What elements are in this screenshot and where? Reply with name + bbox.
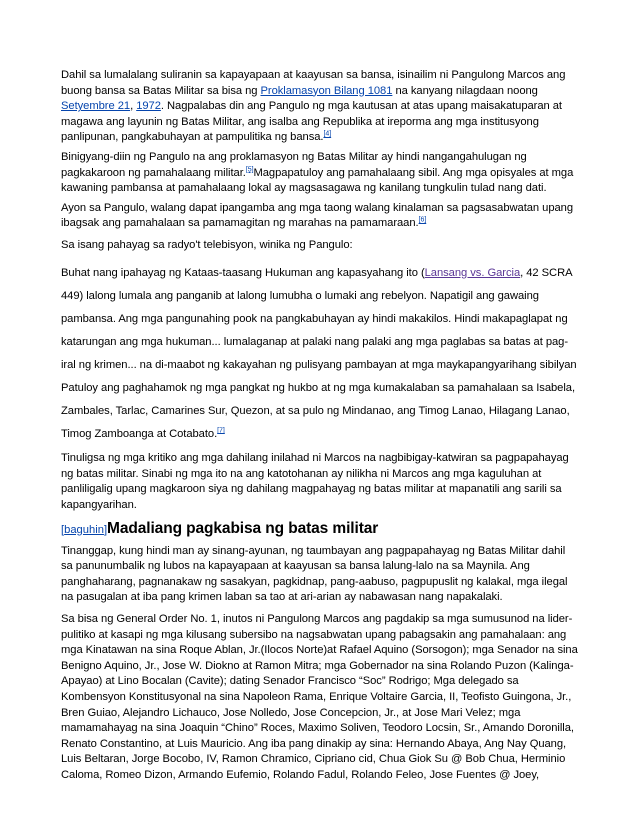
paragraph-text: na kanyang nilagdaan noong bbox=[392, 84, 538, 97]
reference-7[interactable] bbox=[217, 427, 225, 434]
reference-link[interactable]: [7] bbox=[217, 427, 225, 435]
link-lansang-vs-garcia[interactable]: Lansang vs. Garcia bbox=[424, 266, 521, 279]
paragraph-critics: Tinuligsa ng mga kritiko ang mga dahilang inilahad ni Marcos na nagbibigay-katwiran sa pagpapahayag ng batas militar. Sinabi ng mga ito na ang katotohanan ay nilikha ni Marcos ang mga kaguluhan at panliligalig upang magkaroon siya ng dahilang magpahayag ng batas militar at mapanatili ang sarili sa kapangyarihan. bbox=[61, 452, 569, 512]
reference-link[interactable]: [6] bbox=[418, 216, 427, 224]
quote-presidential-address bbox=[61, 262, 578, 447]
paragraph-text: Magpapatuloy ang pamahalaang sibil. Ang mga opisyales at mga kawaning pambansa at pamahalaang lokal ay magsasagawa ng kanilang tungkulin tulad nang dati. bbox=[61, 166, 574, 195]
paragraph-text: . Nagpalabas din ang Pangulo ng mga kautusan at atas upang maisakatuparan at magawa ang layunin ng Batas Militar, ang isalba ang Republika at ireporma ang mga institusyong panlipunan, pangkabuhayan at pampulitika ng bansa. bbox=[61, 100, 562, 144]
reference-link[interactable]: [5] bbox=[245, 165, 254, 173]
reference-link[interactable]: [4] bbox=[323, 130, 332, 138]
paragraph-text: Ayon sa Pangulo, walang dapat ipangamba ang mga taong walang kinalaman sa pagsasabwatan upang ibagsak ang pamahalaan sa pamamagitan ng marahas na pamamaraan. bbox=[61, 201, 574, 230]
link-1972[interactable]: 1972 bbox=[136, 100, 161, 113]
section-title: Madaliang pagkabisa ng batas militar bbox=[107, 519, 379, 537]
link-setyembre-21[interactable]: Setyembre 21 bbox=[61, 100, 131, 113]
quote-text: , 42 SCRA 449) lalong lumala ang panganib at lalong lumubha o lumaki ang rebelyon. Napatigil ang gawaing pambansa. Ang mga pangunahing pook na pangkabuhayan ay hindi makakilos. Hindi makapaglapat ng katarungan ang mga hukuman... lumalaganap at palaki nang palaki ang mga paglabas sa batas at pag-iral ng krimen... na di-maabot ng kakayahan ng pulisyang pambayan at mga maykapangyarihang sibilyan Patuloy ang paghahamok ng mga pangkat ng hukbo at ng mga kumakalaban sa pamahalaan sa Isabela, Zambales, Tarlac, Camarines Sur, Quezon, at sa pulo ng Mindanao, ang Timog Lanao, Hilagang Lanao, Timog Zamboanga at Cotabato. bbox=[61, 266, 577, 441]
edit-bracket-open: [ bbox=[61, 523, 65, 536]
paragraph-broadcast-intro: Sa isang pahayag sa radyo't telebisyon, winika ng Pangulo: bbox=[61, 238, 353, 251]
paragraph-assurance bbox=[61, 201, 578, 232]
paragraph-martial-law-proclamation bbox=[61, 68, 578, 146]
edit-section-link[interactable]: baguhin bbox=[64, 523, 104, 536]
reference-4[interactable] bbox=[323, 131, 331, 138]
paragraph-general-order-arrests: Sa bisa ng General Order No. 1, inutos ni Pangulong Marcos ang pagdakip sa mga sumusunod na lider-pulitiko at kasapi ng mga kilusang subersibo na nagsabwatan upang pabagsakin ang pamahalaan: ang mga Kinatawan na sina Roque Ablan, Jr.(Ilocos Norte)at Rafael Aquino (Sorsogon); mga Senador na sina Benigno Aquino, Jr., Jose W. Diokno at Ramon Mitra; mga Gobernador na sina Rolando Puzon (Kalinga-Apayao) at Lino Bocalan (Cavite); dating Senador Francisco “Soc” Rodrigo; Mga delegado sa Kombensyon Konstitusyonal na sina Napoleon Rama, Enrique Voltaire Garcia, II, Teofisto Guingona, Jr., Bren Guiao, Alejandro Lichauco, Jose Nolledo, Jose Concepcion, Jr., at Jose Mari Velez; mga mamamahayag na sina Joaquin “Chino” Roces, Maximo Soliven, Teodoro Locsin, Sr., Amando Doronilla, Renato Constantino, at Luis Mauricio. Ang iba pang dinakip ay sina: Hernando Abaya, Ang Nay Quang, Luis Beltaran, Jorge Bocobo, IV, Ramon Chramico, Cipriano cid, Chua Giok Su @ Bob Chua, Herminio Caloma, Romeo Dizon, Armando Eufemio, Rolando Fadul, Rolando Feleo, Jose Fuentes @ Joey, bbox=[61, 613, 578, 781]
paragraph-text: Dahil sa lumalalang suliranin sa kapayapaan at kaayusan sa bansa, isinailim ni Pangulong Marcos ang buong bansa sa Batas Militar sa bisa ng bbox=[61, 69, 566, 97]
section-heading bbox=[61, 520, 578, 538]
paragraph-public-acceptance: Tinanggap, kung hindi man ay sinang-ayunan, ng taumbayan ang pagpapahayag ng Batas Militar dahil sa panunumbalik ng lubos na kapayapaan at kaayusan sa bansa lalung-lalo na sa Maynila. Ang panghaharang, pagnanakaw ng sasakyan, pagkidnap, pang-aabuso, pagpupuslit ng kalakal, mga ilegal na pasugalan at iba pang krimen laban sa tao at ari-arian ay nabawasan nang napakalaki. bbox=[61, 544, 568, 604]
quote-text: Buhat nang ipahayag ng Kataas-taasang Hukuman ang kapasyahang ito ( bbox=[61, 266, 425, 279]
paragraph-civil-government bbox=[61, 150, 578, 197]
reference-6[interactable] bbox=[419, 217, 427, 224]
paragraph-text: , bbox=[130, 100, 137, 113]
paragraph-text: Binigyang-diin ng Pangulo na ang proklamasyon ng Batas Militar ay hindi nangangahulugan ng pagkakaroon ng pamahalaang militar. bbox=[61, 150, 527, 179]
link-proklamasyon-1081[interactable]: Proklamasyon Bilang 1081 bbox=[260, 84, 393, 97]
edit-bracket-close: ] bbox=[103, 523, 108, 536]
